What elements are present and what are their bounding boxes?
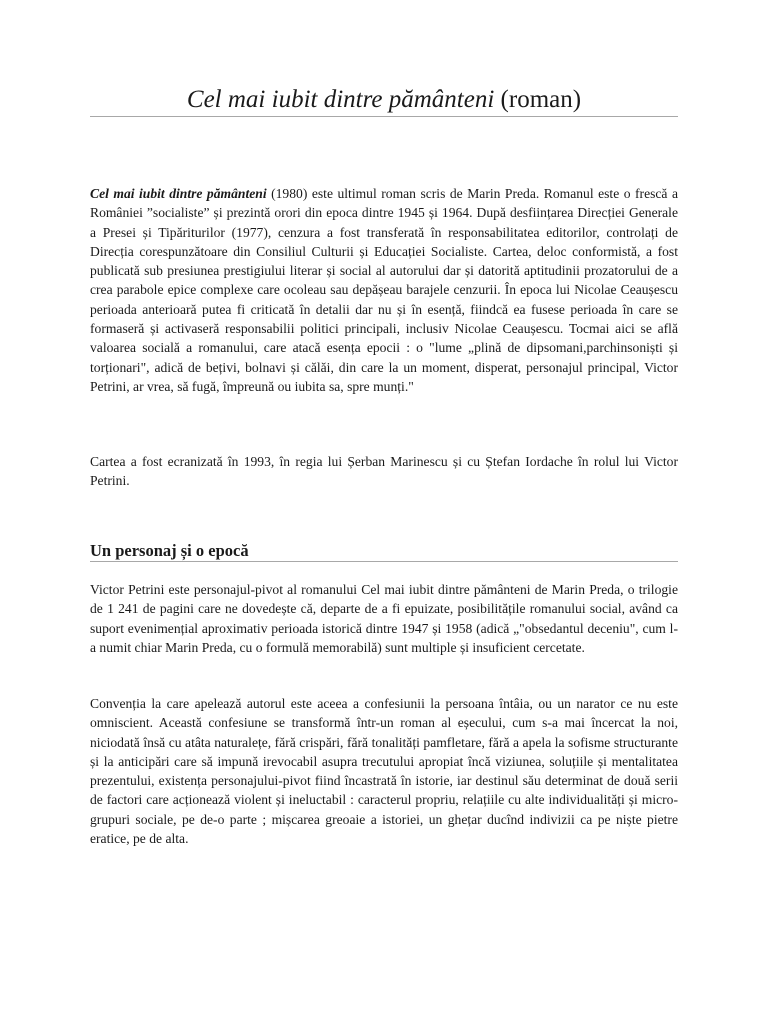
section-paragraph-1: Victor Petrini este personajul-pivot al romanului Cel mai iubit dintre pământeni de Marin Preda, o trilogie de 1 241 de pagini care ne dovedește că, departe de a fi epuizate, posibilitățile romanului social, având ca suport evenimențial aproximativ perioada istorică dintre 1947 și 1958 (adică „"obsedantul deceniu", cum l-a numit chiar Marin Preda, cu o formulă memorabilă) sunt multiple și insuficient cercetate. — [90, 582, 678, 655]
section-divider — [90, 561, 678, 562]
title-suffix: (roman) — [494, 86, 582, 113]
page-title — [90, 84, 678, 116]
section-paragraph-2: Convenția la care apelează autorul este aceea a confesiunii la persoana întâia, ou un narator ce nu este omniscient. Această confesiune se transformă într-un roman al eșecului, cum s-a mai încercat la noi, niciodată însă cu atâta naturalețe, fără crispări, fără tonalități pamfletare, fără a apela la sofisme structurante și la anticipări care să impună irevocabil asupra trecutului apropiat încă viziunea, soluțiile și mentalitatea prezentului, existența personajului-pivot fiind încastrată în istorie, iar destinul său determinat de două serii de factori care acționează violent și ineluctabil : caracterul propriu, relațiile cu alte individualități și micro-grupuri sociale, pe de-o parte ; mișcarea greoaie a istoriei, un ghețar ducînd indivizii ca pe niște pietre eratice, pe de alta. — [90, 696, 678, 847]
section-heading: Un personaj și o epocă — [90, 541, 249, 560]
title-italic: Cel mai iubit dintre pământeni — [186, 86, 495, 113]
intro-text: (1980) este ultimul roman scris de Marin Preda. Romanul este o frescă a României ”socialiste” și prezintă orori din epoca dintre 1945 și 1964. După desființarea Direcției Generale a Presei și Tipăriturilor (1977), cenzura a fost transferată în responsabilitatea editorilor, controlați de Direcția corespunzătoare din Consiliul Culturii și Educației Socialiste. Cartea, deloc conformistă, a fost publicată sub presiunea prestigiului literar și social al autorului dar și datorită aptitudinii prozatorului de a crea parabole epice complexe care ocoleau sau depășeau barajele cenzurii. În epoca lui Nicolae Ceaușescu perioada anterioară putea fi criticată în detalii dar nu și în esență, fiindcă ea fusese perioada în care se formaseră și activaseră responsabilii politici principali, inclusiv Nicolae Ceaușescu. Tocmai aici se află valoarea socială a romanului, care atacă esența epocii : o "lume „plină de dipsomani,parchinsoniști și torționari", adică de bețivi, bolnavi și călăi, din care la un moment, disperat, personajul principal, Victor Petrini, ar vrea, să fugă, împreună ou iubita sa, spre munți." — [90, 186, 678, 394]
title-divider — [90, 116, 678, 117]
intro-paragraph — [90, 184, 678, 396]
film-paragraph: Cartea a fost ecranizată în 1993, în regia lui Șerban Marinescu și cu Ștefan Iordache în rolul lui Victor Petrini. — [90, 454, 678, 489]
intro-lead: Cel mai iubit dintre pământeni — [90, 186, 267, 201]
